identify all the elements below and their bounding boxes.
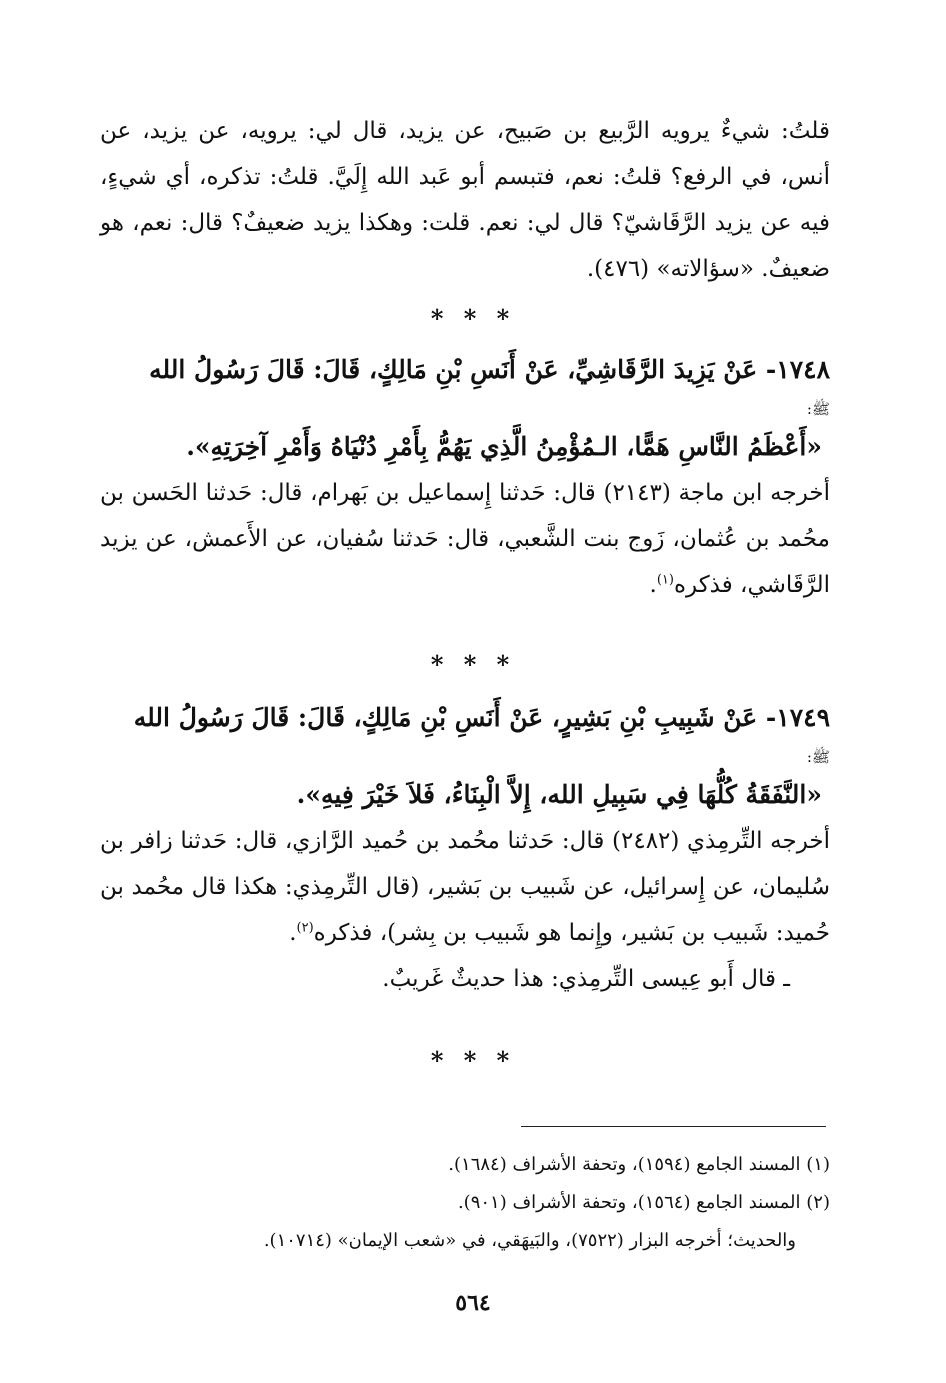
footnote-ref-2[interactable]: (٢)	[296, 920, 314, 936]
hadith-1748-takhrij	[100, 470, 830, 608]
footnotes	[100, 1146, 830, 1260]
salutation-glyph: ﷺ:	[806, 400, 830, 418]
hadith-1748-text: «أَعْظَمُ النَّاسِ هَمًّا، الـمُؤْمِنُ الَّذِي يَهُمُّ بِأَمْرِ دُنْيَاهُ وَأَمْرِ آخِرَتِهِ».	[186, 432, 822, 461]
hadith-1748-takhrij-text: أخرجه ابن ماجة (٢١٤٣) قال: حَدثنا إِسماعيل بن بَهرام، قال: حَدثنا الحَسن بن محُمد بن عُثمان، زَوج بنت الشَّعبي، قال: حَدثنا سُفيان، عن الأَعمش، عن يزيد الرَّقَاشي، فذكره	[100, 480, 830, 598]
hadith-1749-takhrij-text: أخرجه التِّرمِذي (٢٤٨٢) قال: حَدثنا محُمد بن حُميد الرَّازي، قال: حَدثنا زافر بن سُليمان، عن إِسرائيل، عن شَبيب بن بَشير، (قال التِّرمِذي: هكذا قال محُمد بن حُميد: شَبيب بن بَشير، وإِنما هو شَبيب بن بِشر)، فذكره	[100, 828, 830, 946]
footnote-1: (١) المسند الجامع (١٥٩٤)، وتحفة الأشراف (١٦٨٤).	[448, 1154, 830, 1175]
hadith-1749-text: «النَّفَقَةُ كُلُّهَا فِي سَبِيلِ الله، إِلاَّ الْبِنَاءُ، فَلاَ خَيْرَ فِيهِ».	[296, 780, 822, 809]
footnote-ref-1[interactable]: (١)	[656, 572, 674, 588]
hadith-1748-takhrij-end: .	[649, 572, 657, 598]
tirmidhi-comment: ـ قال أَبو عِيسى التِّرمِذي: هذا حديثٌ غَريبٌ.	[382, 966, 790, 992]
hadith-1748	[100, 346, 830, 608]
hadith-1749-takhrij	[100, 818, 830, 956]
footnote-rule	[521, 1126, 826, 1127]
hadith-1749-heading	[100, 694, 830, 742]
footnote-2: (٢) المسند الجامع (١٥٦٤)، وتحفة الأشراف (٩٠١).	[457, 1192, 830, 1213]
page-number: ٥٦٤	[455, 1290, 491, 1316]
hadith-1749-heading-text: ١٧٤٩- عَنْ شَبِيبِ بْنِ بَشِيرٍ، عَنْ أَنَسِ بْنِ مَالِكٍ، قَالَ: قَالَ رَسُولُ الله	[133, 703, 830, 732]
hadith-1748-heading	[100, 346, 830, 394]
hadith-1748-heading-text: ١٧٤٨- عَنْ يَزِيدَ الرَّقَاشِيِّ، عَنْ أَنَسِ بْنِ مَالِكٍ، قَالَ: قَالَ رَسُولُ الله	[149, 355, 830, 384]
footnote-2-continuation: والحديث؛ أخرجه البزار (٧٥٢٢)، والبَيهَقي، في «شعب الإيمان» (١٠٧١٤).	[263, 1230, 796, 1251]
opening-paragraph-block	[100, 108, 830, 292]
opening-paragraph: قلتُ: شيءٌ يرويه الرَّبيع بن صَبيح، عن يزيد، قال لي: يرويه، عن يزيد، عن أنس، في الرفع؟ قلتُ: نعم، فتبسم أبو عَبد الله إِلَيَّ. قلتُ: تذكره، أي شيءٍ، فيه عن يزيد الرَّقَاشيّ؟ قال لي: نعم. قلت: وهكذا يزيد ضعيفٌ؟ قال: نعم، هو ضعيفٌ. «سؤالاته» (٤٧٦).	[100, 118, 830, 282]
section-separator: * * *	[430, 650, 516, 679]
salutation-glyph: ﷺ:	[806, 748, 830, 766]
hadith-1749-takhrij-end: .	[289, 920, 297, 946]
section-separator: * * *	[430, 304, 516, 333]
section-separator: * * *	[430, 1046, 516, 1075]
hadith-1749	[100, 694, 830, 1002]
